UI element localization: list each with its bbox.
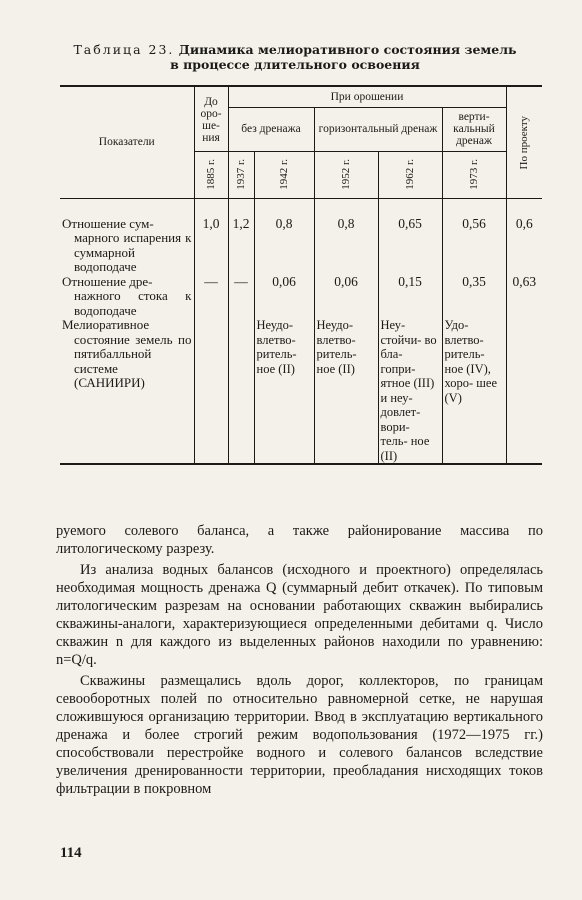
table-cell: — <box>194 275 228 319</box>
row-label-first: Мелиоративное <box>62 317 150 332</box>
table-cell: 0,56 <box>442 198 506 275</box>
table-cell: 0,06 <box>314 275 378 319</box>
table-cell <box>506 318 542 464</box>
header-indicators: Показатели <box>60 86 194 198</box>
row-label-first: Отношение дре- <box>62 273 153 289</box>
page-number: 114 <box>60 845 82 861</box>
table-cell <box>194 318 228 464</box>
header-project-text: По проекту <box>518 115 531 169</box>
table-cell: 0,65 <box>378 198 442 275</box>
header-before-irrigation: До оро- ше- ния <box>194 86 228 151</box>
table-cell: 0,35 <box>442 275 506 319</box>
table-cell: 0,8 <box>254 198 314 275</box>
table-cell: Удо- влетво- ритель- ное (IV), хоро- шее (V) <box>442 318 506 464</box>
table-cell: 0,63 <box>506 275 542 319</box>
year-label: 1952 г. <box>340 159 352 190</box>
row-label-first: Отношение сум- <box>62 215 154 231</box>
paragraph: Из анализа водных балансов (исходного и проектного) определялась необходимая мощность дренажа Q (суммарный дебит откачек). По типовым литологическим разрезам на основании работающих скважин выбирались скважины-аналоги, характеризующиеся определенными дебитами q. Число скважин n для каждого из выделенных районов находили по уравнению: n=Q/q. <box>56 562 543 668</box>
header-no-drainage: без дренажа <box>228 107 314 151</box>
table-row <box>60 318 542 464</box>
row-label <box>60 318 194 464</box>
table-row <box>60 275 542 319</box>
year-label: 1962 г. <box>404 159 416 190</box>
year-label: 1885 г. <box>205 159 217 190</box>
year-cell <box>314 151 378 198</box>
year-cell <box>378 151 442 198</box>
paragraph: Скважины размещались вдоль дорог, коллекторов, по границам севооборотных полей по относительно равномерной сетке, не нарушая сложившуюся организацию территории. Ввод в эксплуатацию вертикального дренажа и более строгий режим водопользования (1972—1975 гг.) способствовали перестройке водного и солевого балансов вследствие увеличения дренированности территории, преобладания нисходящих токов фильтрации в покровном <box>56 673 543 797</box>
year-cell <box>254 151 314 198</box>
year-cell <box>442 151 506 198</box>
table-cell: Неудо- влетво- ритель- ное (II) <box>254 318 314 464</box>
table-row <box>60 198 542 275</box>
row-label <box>60 198 194 275</box>
year-label: 1973 г. <box>468 159 480 190</box>
row-label-rest: марного испарения к суммарной водоподаче <box>74 230 192 274</box>
table-cell: Неу- стойчи- во бла- гопри- ятное (III) и неу- довлет- вори- тель- ное (II) <box>378 318 442 464</box>
table-cell: 0,06 <box>254 275 314 319</box>
table-cell: Неудо- влетво- ритель- ное (II) <box>314 318 378 464</box>
table-cell: 1,0 <box>194 198 228 275</box>
row-label-rest: нажного стока к водоподаче <box>74 288 192 318</box>
table-label: Таблица 23. <box>73 42 175 57</box>
table-cell: 1,2 <box>228 198 254 275</box>
table-caption <box>60 42 530 72</box>
header-horizontal-drainage: горизонтальный дренаж <box>314 107 442 151</box>
year-cell <box>194 151 228 198</box>
table-title-line1: Динамика мелиоративного состояния земель <box>178 42 517 57</box>
table-title-line2: в процессе длительного освоения <box>170 57 420 72</box>
data-table <box>60 85 542 465</box>
header-project <box>506 86 542 198</box>
year-label: 1942 г. <box>278 159 290 190</box>
table-cell: 0,6 <box>506 198 542 275</box>
body-text <box>56 522 543 798</box>
table-cell: 0,15 <box>378 275 442 319</box>
table-cell: — <box>228 275 254 319</box>
row-label <box>60 275 194 319</box>
table-cell <box>228 318 254 464</box>
header-vertical-drainage: верти- кальный дренаж <box>442 107 506 151</box>
table-cell: 0,8 <box>314 198 378 275</box>
header-irrigation: При орошении <box>228 86 506 107</box>
year-cell <box>228 151 254 198</box>
paragraph: руемого солевого баланса, а также районирование массива по литологическому разрезу. <box>56 523 543 557</box>
row-label-rest: состояние земель по пятибалльной системе (САНИИРИ) <box>74 331 192 390</box>
year-label: 1937 г. <box>235 159 247 190</box>
